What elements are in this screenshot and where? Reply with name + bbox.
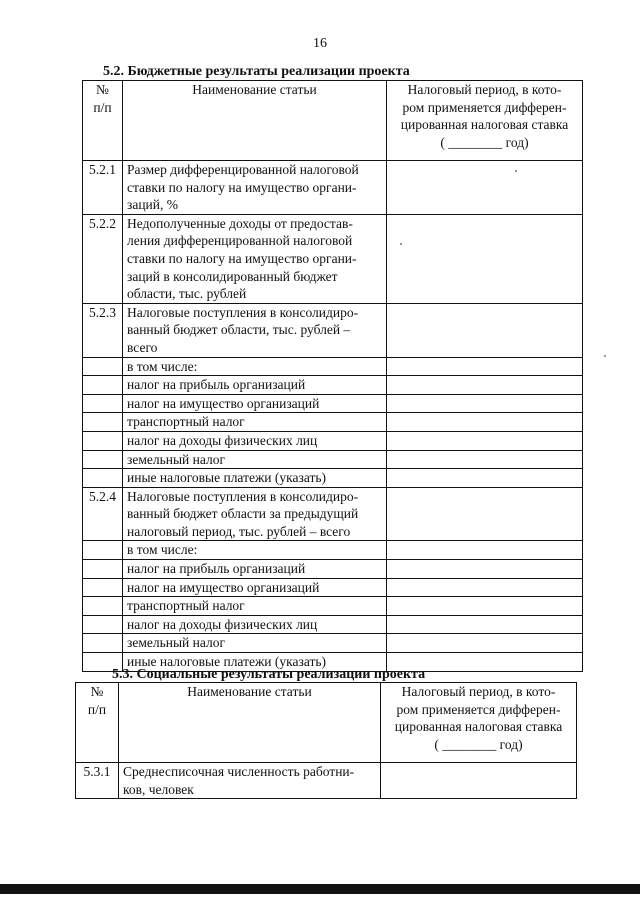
row-number: 5.2.3 bbox=[83, 303, 123, 357]
row-number bbox=[83, 450, 123, 469]
row-name-line: Размер дифференцированной налоговой bbox=[127, 162, 359, 177]
table-header-row bbox=[76, 683, 577, 763]
row-name-line: Налоговые поступления в консолидиро- bbox=[127, 488, 359, 504]
row-name bbox=[123, 634, 387, 653]
social-results-table bbox=[75, 682, 577, 799]
scan-speck bbox=[400, 243, 402, 245]
row-number bbox=[83, 634, 123, 653]
table-row bbox=[83, 161, 583, 215]
table-row bbox=[83, 376, 583, 395]
section-5-2-title: 5.2. Бюджетные результаты реализации проекта bbox=[103, 64, 410, 79]
table-row bbox=[83, 394, 583, 413]
header-name: Наименование статьи bbox=[123, 81, 387, 161]
row-number bbox=[83, 394, 123, 413]
row-period-value bbox=[387, 161, 583, 215]
row-period-value bbox=[387, 450, 583, 469]
table-row bbox=[83, 487, 583, 541]
row-name-line: земельный налог bbox=[127, 635, 226, 651]
row-name-line: заций в консолидированный бюджет bbox=[127, 268, 338, 284]
scan-speck bbox=[515, 170, 517, 172]
row-name-line: ванный бюджет области, тыс. рублей – bbox=[127, 322, 351, 338]
row-name bbox=[123, 161, 387, 215]
row-name-line: области, тыс. рублей bbox=[127, 286, 247, 302]
row-period-value bbox=[387, 578, 583, 597]
row-period-value bbox=[387, 413, 583, 432]
row-number bbox=[83, 597, 123, 616]
row-name-line: налог на имущество организаций bbox=[127, 395, 320, 411]
row-name-line: Налоговые поступления в консолидиро- bbox=[127, 304, 359, 320]
table-row bbox=[83, 450, 583, 469]
row-period-value bbox=[387, 615, 583, 634]
row-period-value bbox=[387, 214, 583, 303]
row-name bbox=[123, 487, 387, 541]
budget-results-table bbox=[82, 80, 583, 672]
header-name: Наименование статьи bbox=[119, 683, 381, 763]
row-name-line: ления дифференцированной налоговой bbox=[127, 233, 353, 249]
row-name-line: налог на имущество организаций bbox=[127, 579, 320, 595]
row-name bbox=[123, 469, 387, 488]
row-period-value bbox=[387, 560, 583, 579]
row-name-line: транспортный налог bbox=[127, 598, 245, 614]
row-name-line: иные налоговые платежи (указать) bbox=[127, 654, 327, 670]
table-row bbox=[83, 303, 583, 357]
row-name bbox=[123, 597, 387, 616]
row-number bbox=[83, 431, 123, 450]
row-name bbox=[123, 394, 387, 413]
row-name-line: налог на прибыль организаций bbox=[127, 561, 306, 577]
row-period-value bbox=[387, 431, 583, 450]
table-row bbox=[83, 615, 583, 634]
row-number bbox=[83, 469, 123, 488]
table-row bbox=[83, 597, 583, 616]
row-period-value bbox=[381, 763, 577, 799]
row-name-line: налог на прибыль организаций bbox=[127, 377, 306, 393]
header-period: Налоговый период, в кото- ром применяется дифферен- цированная налоговая ставка ( ________ год) bbox=[381, 683, 577, 763]
section-5-3-title: 5.3. Социальные результаты реализации проекта bbox=[112, 667, 426, 682]
row-name bbox=[123, 303, 387, 357]
table-row bbox=[83, 560, 583, 579]
row-name bbox=[123, 615, 387, 634]
row-name-line: налог на доходы физических лиц bbox=[127, 616, 318, 632]
row-name bbox=[123, 376, 387, 395]
row-name-line: в том числе: bbox=[127, 358, 198, 374]
table-row bbox=[83, 541, 583, 560]
table-row bbox=[83, 634, 583, 653]
row-name bbox=[123, 541, 387, 560]
row-number: 5.2.1 bbox=[83, 161, 123, 215]
row-name bbox=[123, 578, 387, 597]
row-name-line: ков, человек bbox=[123, 781, 194, 797]
row-name-line: Недополученные доходы от предостав- bbox=[127, 215, 353, 231]
row-name-line: всего bbox=[127, 339, 158, 355]
row-number bbox=[83, 560, 123, 579]
row-number: 5.2.2 bbox=[83, 214, 123, 303]
row-period-value bbox=[387, 634, 583, 653]
row-name bbox=[123, 450, 387, 469]
row-name-line: налог на доходы физических лиц bbox=[127, 432, 318, 448]
row-name-line: иные налоговые платежи (указать) bbox=[127, 470, 327, 486]
row-name-line: в том числе: bbox=[127, 542, 198, 558]
row-name bbox=[123, 431, 387, 450]
row-name-line: транспортный налог bbox=[127, 414, 245, 430]
row-name bbox=[123, 413, 387, 432]
row-name-line: налоговый период, тыс. рублей – всего bbox=[127, 523, 351, 539]
row-name-line: ванный бюджет области за предыдущий bbox=[127, 506, 359, 522]
row-period-value bbox=[387, 357, 583, 376]
row-period-value bbox=[387, 597, 583, 616]
row-period-value bbox=[387, 376, 583, 395]
header-num: № п/п bbox=[83, 81, 123, 161]
row-number bbox=[83, 541, 123, 560]
row-name-line: заций, % bbox=[127, 197, 178, 213]
row-number bbox=[83, 578, 123, 597]
table-row bbox=[76, 763, 577, 799]
row-name bbox=[123, 214, 387, 303]
table-row bbox=[83, 578, 583, 597]
header-num: № п/п bbox=[76, 683, 119, 763]
table-row bbox=[83, 413, 583, 432]
row-name-line: ставки по налогу на имущество органи- bbox=[127, 250, 357, 266]
row-name bbox=[123, 560, 387, 579]
row-name bbox=[119, 763, 381, 799]
scan-edge-bar bbox=[0, 884, 640, 894]
row-number bbox=[83, 413, 123, 432]
row-number: 5.2.4 bbox=[83, 487, 123, 541]
page-number: 16 bbox=[313, 36, 327, 51]
table-header-row bbox=[83, 81, 583, 161]
table-row bbox=[83, 431, 583, 450]
header-period: Налоговый период, в кото- ром применяется дифферен- цированная налоговая ставка ( ________ год) bbox=[387, 81, 583, 161]
scan-speck bbox=[604, 355, 606, 357]
row-period-value bbox=[387, 303, 583, 357]
table-row bbox=[83, 214, 583, 303]
row-number: 5.3.1 bbox=[76, 763, 119, 799]
row-period-value bbox=[387, 394, 583, 413]
row-number bbox=[83, 376, 123, 395]
row-number bbox=[83, 357, 123, 376]
row-name bbox=[123, 357, 387, 376]
row-name-line: земельный налог bbox=[127, 451, 226, 467]
row-name-line: Среднесписочная численность работни- bbox=[123, 764, 355, 779]
row-period-value bbox=[387, 487, 583, 541]
row-number bbox=[83, 615, 123, 634]
table-row bbox=[83, 357, 583, 376]
table-row bbox=[83, 469, 583, 488]
row-period-value bbox=[387, 469, 583, 488]
row-name-line: ставки по налогу на имущество органи- bbox=[127, 179, 357, 195]
row-period-value bbox=[387, 541, 583, 560]
